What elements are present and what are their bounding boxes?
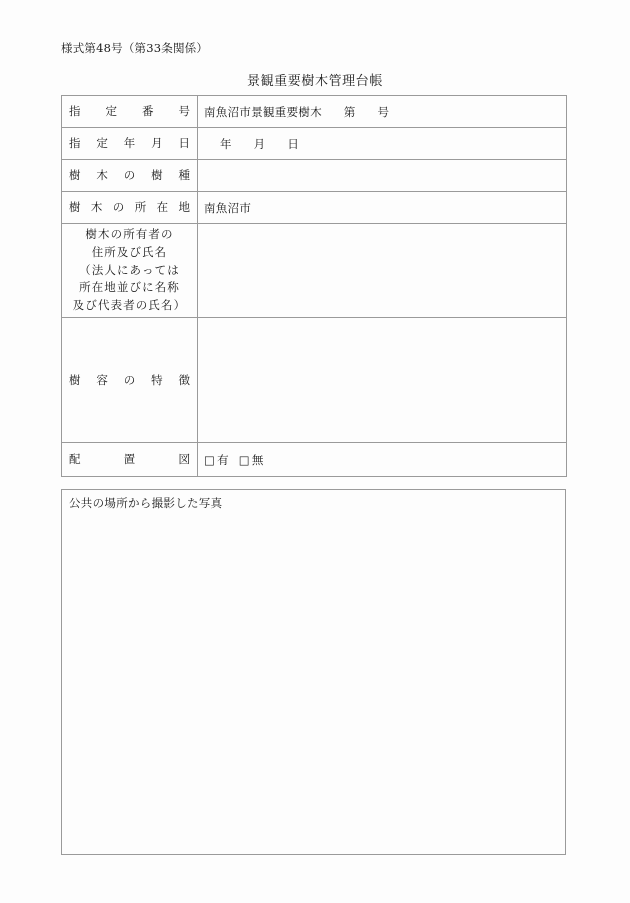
label-layout-diagram: 配置図: [69, 452, 190, 467]
checkbox-yes-icon[interactable]: □: [204, 452, 216, 467]
checkbox-no-icon[interactable]: □: [238, 452, 250, 467]
row-value-cell-tree-location[interactable]: 南魚沼市: [198, 192, 567, 224]
label-tree-species: 樹木の樹種: [69, 168, 190, 183]
value-month-marker: 月: [253, 136, 266, 151]
table-row-tree-species: [62, 160, 567, 192]
value-go-marker: 号: [377, 104, 390, 119]
label-designation-number: 指定番号: [69, 104, 190, 119]
row-value-cell-tree-species[interactable]: [198, 160, 567, 192]
label-owner-address-name: [69, 226, 190, 315]
page-title: 景観重要樹木管理台帳: [246, 74, 383, 89]
value-city-tree-prefix: 南魚沼市景観重要樹木: [204, 104, 322, 119]
table-row-designation-date: [62, 128, 567, 160]
row-label-cell: [62, 160, 198, 192]
row-value-cell-tree-form-features[interactable]: [198, 318, 567, 443]
label-line: （法人にあっては: [79, 262, 180, 277]
value-year-marker: 年: [220, 136, 232, 151]
ledger-table: [61, 95, 567, 477]
label-line: 及び代表者の氏名）: [72, 298, 187, 313]
row-label-cell: [62, 224, 198, 318]
label-tree-form-features: 樹容の特徴: [69, 372, 190, 387]
label-line: 樹木の所有者の: [85, 226, 174, 241]
form-number: 様式第48号（第33条関係）: [61, 41, 209, 55]
row-label-cell: [62, 192, 198, 224]
option-label-no: 無: [251, 452, 264, 467]
option-label-yes: 有: [217, 452, 229, 467]
photo-attachment-box[interactable]: [61, 489, 566, 855]
table-row-owner-address-name: [62, 224, 567, 318]
label-tree-location: 樹木の所在地: [69, 200, 190, 215]
row-label-cell: [62, 318, 198, 443]
row-value-cell-layout-diagram: [198, 443, 567, 477]
row-value-cell-designation-number[interactable]: [198, 96, 567, 128]
table-row-tree-form-features: [62, 318, 567, 443]
row-label-cell: [62, 443, 198, 477]
value-dai-marker: 第: [343, 104, 356, 119]
row-value-cell-owner-address-name[interactable]: [198, 224, 567, 318]
label-line: 所在地並びに名称: [79, 280, 180, 295]
row-value-cell-designation-date[interactable]: [198, 128, 567, 160]
table-row-designation-number: [62, 96, 567, 128]
label-designation-date: 指定年月日: [69, 136, 190, 151]
label-line: 住所及び氏名: [91, 244, 168, 259]
table-row-tree-location: [62, 192, 567, 224]
value-day-marker: 日: [287, 136, 300, 151]
layout-diagram-options: [204, 453, 264, 467]
row-label-cell: [62, 96, 198, 128]
table-row-layout-diagram: [62, 443, 567, 477]
photo-caption: 公共の場所から撮影した写真: [69, 496, 223, 510]
row-label-cell: [62, 128, 198, 160]
